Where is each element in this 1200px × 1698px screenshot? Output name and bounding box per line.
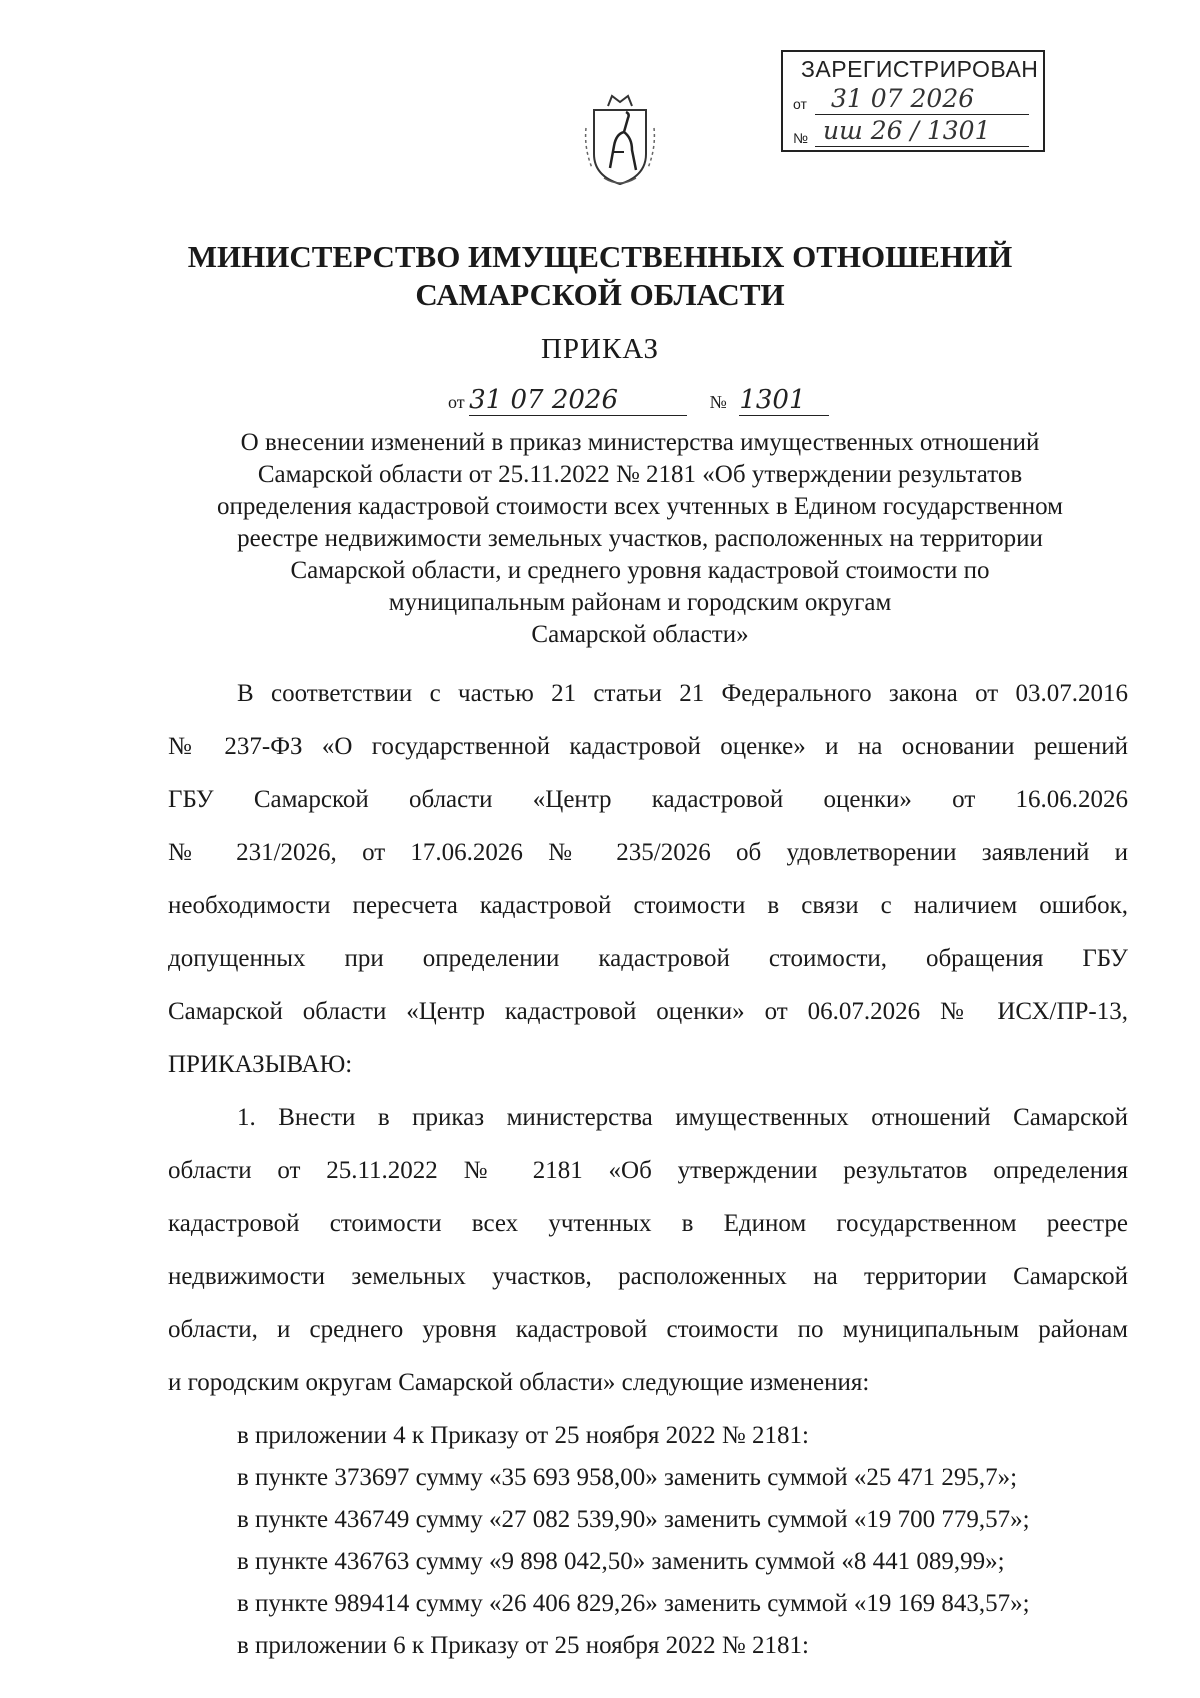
paragraph-line: № 231/2026, от 17.06.2026 № 235/2026 об удовлетворении заявлений и — [168, 839, 1128, 866]
paragraph-line: необходимости пересчета кадастровой стоимости в связи с наличием ошибок, — [168, 892, 1128, 919]
registration-stamp — [781, 50, 1045, 152]
stamp-date-label: от — [793, 96, 807, 112]
subject-line: Самарской области от 25.11.2022 № 2181 «Об утверждении результатов — [257, 461, 1023, 488]
amendment-item: в приложении 4 к Приказу от 25 ноября 2022 № 2181: — [237, 1422, 809, 1449]
subject-line: Самарской области, и среднего уровня кадастровой стоимости по — [290, 557, 990, 584]
ministry-line-1: МИНИСТЕРСТВО ИМУЩЕСТВЕННЫХ ОТНОШЕНИЙ — [187, 239, 1013, 274]
paragraph-line: области от 25.11.2022 № 2181 «Об утверждении результатов определения — [168, 1157, 1128, 1184]
stamp-handwritten-date: 31 07 2026 — [831, 84, 975, 113]
stamp-title: ЗАРЕГИСТРИРОВАН — [801, 56, 1039, 82]
order-date-number — [448, 385, 829, 416]
date-prefix: от — [448, 392, 465, 412]
stamp-number-line — [815, 146, 1029, 147]
amendment-item: в пункте 989414 сумму «26 406 829,26» заменить суммой «19 169 843,57»; — [237, 1590, 1030, 1617]
handwritten-number: 1301 — [739, 385, 806, 415]
order-title: ПРИКАЗ — [540, 333, 660, 365]
subject-line: О внесении изменений в приказ министерства имущественных отношений — [240, 429, 1040, 456]
stamp-date-line — [815, 114, 1029, 115]
subject-line: муниципальным районам и городским округам — [388, 589, 892, 616]
paragraph-line: области, и среднего уровня кадастровой стоимости по муниципальным районам — [168, 1316, 1128, 1343]
order-subject — [160, 427, 1120, 651]
paragraph-line: В соответствии с частью 21 статьи 21 Федерального закона от 03.07.2016 — [237, 680, 1128, 707]
amendment-item: в приложении 6 к Приказу от 25 ноября 2022 № 2181: — [237, 1632, 809, 1659]
paragraph-line: кадастровой стоимости всех учтенных в Едином государственном реестре — [168, 1210, 1128, 1237]
coat-of-arms-emblem — [580, 88, 660, 188]
ministry-name — [0, 238, 1200, 314]
ministry-line-2: САМАРСКОЙ ОБЛАСТИ — [415, 277, 785, 312]
paragraph-line: ГБУ Самарской области «Центр кадастровой оценки» от 16.06.2026 — [168, 786, 1128, 813]
paragraph-line: недвижимости земельных участков, расположенных на территории Самарской — [168, 1263, 1128, 1290]
amendment-item: в пункте 436749 сумму «27 082 539,90» заменить суммой «19 700 779,57»; — [237, 1506, 1030, 1533]
subject-line: Самарской области» — [531, 621, 749, 648]
subject-line: определения кадастровой стоимости всех учтенных в Едином государственном — [217, 493, 1063, 520]
number-field — [739, 385, 829, 416]
paragraph-line: и городским округам Самарской области» следующие изменения: — [168, 1369, 870, 1396]
stamp-handwritten-number: иш 26 / 1301 — [823, 116, 991, 145]
order-directive: ПРИКАЗЫВАЮ: — [168, 1051, 353, 1078]
stamp-number-label: № — [793, 130, 809, 146]
amendment-item: в пункте 373697 сумму «35 693 958,00» заменить суммой «25 471 295,7»; — [237, 1464, 1018, 1491]
paragraph-line: Самарской области «Центр кадастровой оценки» от 06.07.2026 № ИСХ/ПР-13, — [168, 998, 1128, 1025]
paragraph-line: № 237-ФЗ «О государственной кадастровой оценке» и на основании решений — [168, 733, 1128, 760]
paragraph-line: допущенных при определении кадастровой стоимости, обращения ГБУ — [168, 945, 1128, 972]
paragraph-line: 1. Внести в приказ министерства имущественных отношений Самарской — [237, 1104, 1128, 1131]
handwritten-date: 31 07 2026 — [469, 385, 619, 415]
amendment-item: в пункте 436763 сумму «9 898 042,50» заменить суммой «8 441 089,99»; — [237, 1548, 1005, 1575]
subject-line: реестре недвижимости земельных участков, расположенных на территории — [237, 525, 1043, 552]
number-prefix: № — [709, 392, 727, 412]
date-field — [469, 385, 687, 416]
